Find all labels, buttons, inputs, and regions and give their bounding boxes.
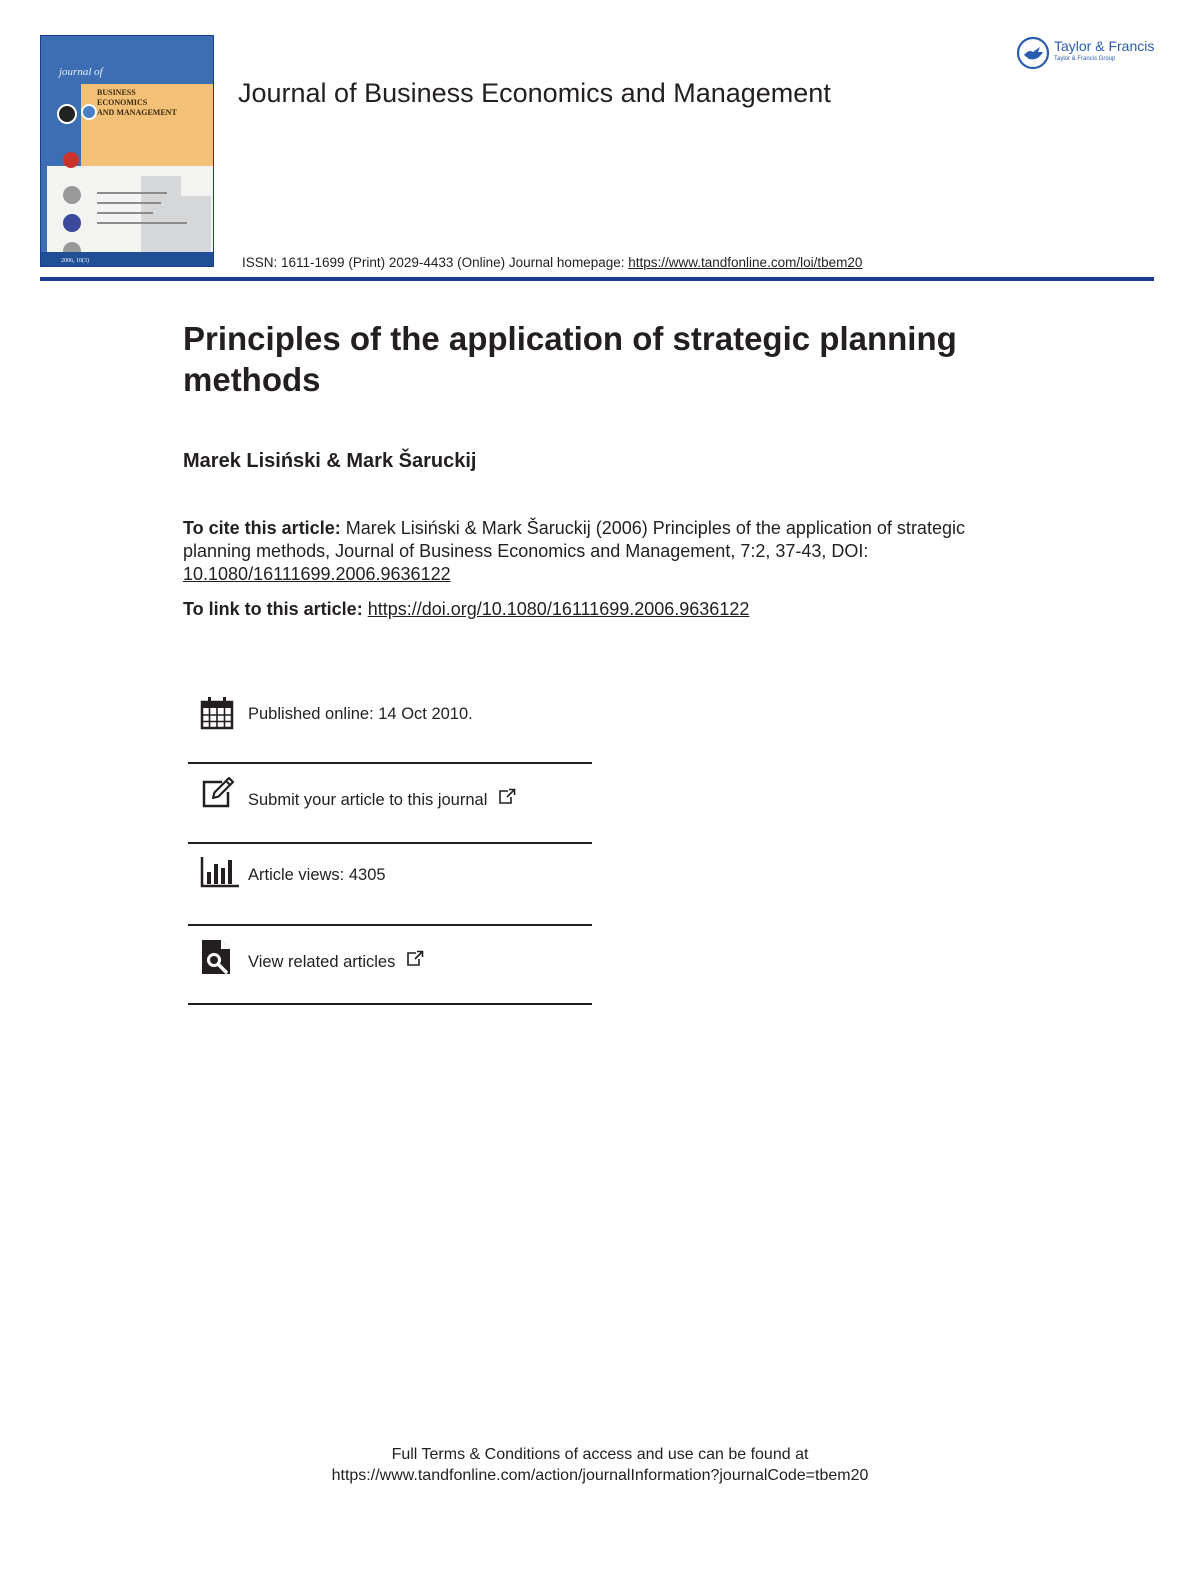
article-views-row (188, 856, 592, 896)
cover-text-line (97, 222, 187, 224)
cover-journal-of: journal of (59, 66, 103, 78)
external-link-icon (498, 788, 516, 804)
external-link-icon (406, 950, 424, 966)
doi-link[interactable]: 10.1080/16111699.2006.9636122 (183, 564, 451, 584)
cover-title-line: AND MANAGEMENT (97, 108, 177, 117)
issn-line (242, 255, 862, 270)
citation-text: Marek Lisiński & Mark Šaruckij (2006) Principles of the application of strategic planning methods, Journal of Business Economics and Management, 7:2, 37-43, DOI: (183, 518, 965, 561)
info-row-divider (188, 842, 592, 844)
info-row-divider (188, 762, 592, 764)
cover-emblem (63, 152, 79, 168)
related-articles-row[interactable] (188, 936, 592, 986)
published-online-text: Published online: 14 Oct 2010. (248, 705, 473, 723)
article-doi-url-link[interactable]: https://doi.org/10.1080/16111699.2006.9636122 (367, 599, 750, 619)
cover-title-line: ECONOMICS (97, 98, 148, 107)
cover-emblem (81, 104, 97, 120)
cover-text-line (97, 212, 153, 214)
published-online-row (188, 694, 592, 734)
cover-emblem (63, 214, 81, 232)
publisher-logo[interactable] (1016, 36, 1156, 70)
search-document-icon (200, 938, 234, 976)
submit-article-row[interactable] (188, 774, 592, 824)
article-link-label: To link to this article: (183, 599, 368, 619)
header-divider (40, 277, 1154, 281)
cover-title-line: BUSINESS (97, 88, 136, 97)
info-row-divider (188, 1003, 592, 1005)
submit-article-label: Submit your article to this journal (248, 791, 488, 809)
related-articles-link[interactable] (248, 950, 424, 972)
publisher-tagline: Taylor & Francis Group (1054, 56, 1116, 62)
info-row-divider (188, 924, 592, 926)
article-authors: Marek Lisiński & Mark Šaruckij (183, 450, 477, 472)
journal-cover-image (40, 35, 214, 267)
cover-title (97, 88, 207, 118)
article-link-block (183, 599, 1013, 620)
article-views-text: Article views: 4305 (248, 866, 386, 884)
cover-text-line (97, 192, 167, 194)
cover-building-graphic (141, 176, 181, 252)
publisher-name: Taylor & Francis (1054, 38, 1155, 54)
bar-chart-icon (200, 856, 240, 888)
cover-emblem (57, 104, 77, 124)
journal-homepage-link[interactable]: https://www.tandfonline.com/loi/tbem20 (628, 255, 863, 270)
cover-emblem (63, 186, 81, 204)
terms-footer (0, 1444, 1200, 1486)
journal-title: Journal of Business Economics and Management (238, 78, 831, 108)
submit-article-link[interactable] (248, 788, 516, 810)
cover-side-stripe (41, 166, 47, 256)
cover-text-line (97, 202, 161, 204)
cover-building-graphic (181, 196, 211, 252)
related-articles-label: View related articles (248, 953, 396, 971)
cover-footer-text: 2006, 10(3) (61, 258, 89, 264)
issn-text: ISSN: 1611-1699 (Print) 2029-4433 (Online) Journal homepage: (242, 255, 629, 270)
terms-footer-text: Full Terms & Conditions of access and use can be found at (391, 1446, 809, 1463)
calendar-icon (200, 696, 234, 730)
citation-block (183, 517, 1013, 586)
article-title: Principles of the application of strategic planning methods (183, 320, 957, 398)
edit-icon (200, 776, 236, 810)
terms-footer-url[interactable]: https://www.tandfonline.com/action/journalInformation?journalCode=tbem20 (331, 1467, 869, 1484)
citation-label: To cite this article: (183, 518, 341, 538)
publisher-logo-icon (1016, 36, 1050, 70)
